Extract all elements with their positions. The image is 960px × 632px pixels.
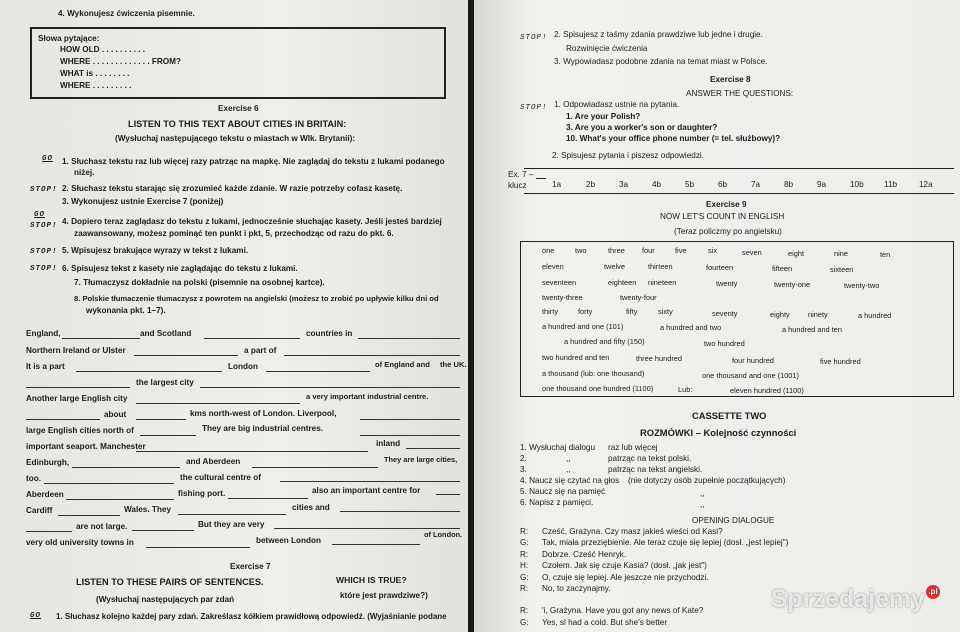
cassette-step: 1. Wysłuchaj dialogu <box>520 443 596 452</box>
ex6-step: 5. Wpisujesz brakujące wyrazy w tekst z lukami. <box>62 246 249 255</box>
number-word: two hundred <box>704 339 745 348</box>
number-word: thirty <box>542 307 559 316</box>
gap-word: about <box>104 410 127 419</box>
number-word: ninety <box>808 310 828 319</box>
number-word: twenty <box>716 279 738 288</box>
speaker: R: <box>520 550 529 559</box>
gap-word: of London. <box>424 530 463 539</box>
ex6-step: niżej. <box>74 168 95 177</box>
go-marker: GO <box>30 612 42 620</box>
gap-word: Edinburgh, <box>26 458 70 467</box>
answer-key: 12a <box>919 180 933 189</box>
ex6-step: wykonania pkt. 1–7). <box>86 306 166 315</box>
rule <box>524 168 954 169</box>
exercise-9-label: Exercise 9 <box>706 200 747 209</box>
stop-marker: STOP! <box>520 34 548 42</box>
watermark-dot: .pl <box>926 585 940 599</box>
gap-word: and Aberdeen <box>186 457 241 466</box>
rozwiniecie: Rozwinięcie ćwiczenia <box>566 44 648 53</box>
number-word: one <box>542 246 555 255</box>
number-word: four hundred <box>732 356 774 365</box>
dialogue-line: 'i, Grażyna. Have you got any news of Kate? <box>542 606 704 615</box>
ex6-step: 3. Wykonujesz ustnie Exercise 7 (poniżej) <box>62 197 224 206</box>
number-word: one thousand and one (1001) <box>702 371 799 380</box>
number-word: eighty <box>770 310 790 319</box>
stop-marker: STOP! <box>30 265 58 273</box>
watermark: Sprzedajemy .pl <box>771 585 940 614</box>
ex6-step: 2. Słuchasz tekstu starając się zrozumieć każde zdanie. W razie potrzeby cofasz kasetę. <box>62 184 403 193</box>
number-word: six <box>708 246 718 255</box>
number-word: eleven <box>542 262 564 271</box>
key-label: klucz <box>508 181 527 190</box>
ex8-question: 1. Are your Polish? <box>566 112 641 121</box>
number-word: three <box>608 246 625 255</box>
blank-line[interactable] <box>44 483 174 484</box>
blank-line[interactable] <box>66 499 174 500</box>
exercise-9-title: NOW LET'S COUNT IN ENGLISH <box>660 212 785 221</box>
blank-line[interactable] <box>200 387 460 388</box>
dialogue-line: Dobrze. Cześć Henryk. <box>542 550 627 559</box>
answer-key: 3a <box>619 180 629 189</box>
gap-word: of England and <box>375 360 430 369</box>
gap-word: large English cities north of <box>26 426 134 435</box>
speaker: R: <box>520 584 529 593</box>
blank-line[interactable] <box>132 530 194 531</box>
gap-word: a part of <box>244 346 277 355</box>
number-word: twenty-four <box>620 293 657 302</box>
number-word: seventy <box>712 309 738 318</box>
gap-word: inland <box>376 439 401 448</box>
number-word: four <box>642 246 655 255</box>
step-4: 4. Wykonujesz ćwiczenia pisemnie. <box>58 9 195 18</box>
gap-word: very old university towns in <box>26 538 134 547</box>
cassette-step-text: (nie dotyczy osób zupełnie początkujących) <box>628 476 786 485</box>
number-word: forty <box>578 307 593 316</box>
gap-word: also an important centre for <box>312 486 421 495</box>
number-word: nineteen <box>648 278 677 287</box>
blank-line[interactable] <box>358 338 460 339</box>
cassette-subtitle: ROZMÓWKI – Kolejność czynności <box>640 427 797 438</box>
stop-marker: STOP! <box>30 222 58 230</box>
blank-line[interactable] <box>136 419 186 420</box>
ex6-step: 8. Polskie tłumaczenie tłumaczysz z powrotem na angielski (możesz to zrobić po upływie kilku dni od <box>74 294 439 303</box>
number-word: seventeen <box>542 278 577 287</box>
answer-key: 2b <box>586 180 596 189</box>
number-word: nine <box>834 249 848 258</box>
blank-line[interactable] <box>360 435 460 436</box>
number-word: twenty-two <box>844 281 880 290</box>
gap-word: It is a part <box>26 362 65 371</box>
go-marker: GO <box>34 211 46 219</box>
answer-key: 4b <box>652 180 662 189</box>
blank-line[interactable] <box>26 531 72 532</box>
number-word: a hundred and one (101) <box>542 322 624 331</box>
ditto: ,, <box>566 454 571 463</box>
speaker: R: <box>520 606 529 615</box>
speaker: G: <box>520 573 529 582</box>
exercise-7-subtitle: (Wysłuchaj następujących par zdań <box>96 595 235 604</box>
gap-word: the UK. <box>440 360 467 369</box>
exercise-7-which: WHICH IS TRUE? <box>336 575 407 585</box>
blank-line[interactable] <box>136 451 368 452</box>
gap-word: Cardiff <box>26 506 53 515</box>
blank-line[interactable] <box>62 338 140 339</box>
cassette-title: CASSETTE TWO <box>692 410 767 421</box>
box-line: HOW OLD . . . . . . . . . . <box>60 45 146 54</box>
number-word: a hundred and two <box>660 323 722 332</box>
rule <box>524 193 954 194</box>
exercise-9-subtitle: (Teraz policzmy po angielsku) <box>674 227 782 236</box>
ex8-question: 10. What's your office phone number (= tel. służbowy)? <box>566 134 781 143</box>
gap-word: the cultural centre of <box>180 473 261 482</box>
gap-word: Another large English city <box>26 394 128 403</box>
stop-marker: STOP! <box>30 186 58 194</box>
dialogue-line: Czołem. Jak się czuje Kasia? (dosł. „jak jest") <box>542 561 707 570</box>
step-2: 2. Spisujesz z taśmy zdania prawdziwe lub jedne i drugie. <box>554 30 763 39</box>
go-marker: GO <box>42 155 54 163</box>
ex6-step: 4. Dopiero teraz zaglądasz do tekstu z lukami, jednocześnie słuchając kasety. Jeśli jesteś bardziej <box>62 217 442 226</box>
stop-marker: STOP! <box>520 104 548 112</box>
ditto: ,, <box>566 465 571 474</box>
ex6-step: 1. Słuchasz tekstu raz lub więcej razy patrząc na mapkę. Nie zaglądaj do tekstu z lukami podanego <box>62 157 445 166</box>
cassette-step: 4. Naucz się czytać na głos <box>520 476 620 485</box>
answer-key: 1a <box>552 180 562 189</box>
number-word: a hundred and fifty (150) <box>564 337 645 346</box>
cassette-step-text: patrząc na tekst angielski. <box>608 465 703 474</box>
gap-word: are not large. <box>76 522 128 531</box>
blank-line[interactable] <box>178 514 286 515</box>
number-word: fifty <box>626 307 638 316</box>
gap-word: They are big industrial centres. <box>202 424 324 433</box>
answer-key: 7a <box>751 180 761 189</box>
number-word: sixty <box>658 307 673 316</box>
dialogue-line: O, czuje się lepiej. Ale jeszcze nie przychodzi. <box>542 573 709 582</box>
right-page <box>474 0 960 632</box>
number-word: thirteen <box>648 262 673 271</box>
dialogue-line: Yes, sl had a cold. But she's better <box>542 618 668 627</box>
ditto: ,, <box>700 489 705 498</box>
blank-line[interactable] <box>140 435 196 436</box>
answer-key: 9a <box>817 180 827 189</box>
gap-word: too. <box>26 474 42 483</box>
number-word: eighteen <box>608 278 637 287</box>
number-word: a hundred <box>858 311 892 320</box>
cassette-step: 5. Naucz się na pamięć <box>520 487 606 496</box>
ex8-step-1: 1. Odpowiadasz ustnie na pytania. <box>554 100 680 109</box>
number-word: sixteen <box>830 265 854 274</box>
gap-word: fishing port. <box>178 489 226 498</box>
dialogue-line: Tak, miała przeziębienie. Ale teraz czuje się lepiej (dosł. „jest lepiej") <box>542 538 789 547</box>
number-word: fourteen <box>706 263 734 272</box>
blank-line[interactable] <box>360 419 460 420</box>
blank-line[interactable] <box>274 528 460 529</box>
gap-word: England, <box>26 329 61 338</box>
ex6-step: zaawansowany, możesz pominąć ten punkt i pkt, 5, przechodząc od razu do pkt. 6. <box>74 229 394 238</box>
exercise-7-title: LISTEN TO THESE PAIRS OF SENTENCES. <box>76 577 264 587</box>
exercise-7-label: Exercise 7 <box>230 562 271 571</box>
blank-line[interactable] <box>72 467 180 468</box>
blank-line[interactable] <box>280 481 460 482</box>
blank-line[interactable] <box>284 355 460 356</box>
answer-key: 10b <box>850 180 864 189</box>
exercise-7-which-pl: które jest prawdziwe?) <box>340 591 428 600</box>
box-line: WHAT is . . . . . . . . <box>60 69 130 78</box>
left-page <box>0 0 468 632</box>
number-word: ten <box>880 250 891 259</box>
blank-line[interactable] <box>204 338 300 339</box>
blank-line[interactable] <box>252 467 378 468</box>
number-word: five <box>675 246 687 255</box>
number-word: two <box>575 246 587 255</box>
speaker: H: <box>520 561 529 570</box>
cassette-step-text: raz lub więcej <box>608 443 658 452</box>
exercise-6-title: LISTEN TO THIS TEXT ABOUT CITIES IN BRITAIN: <box>128 119 347 129</box>
exercise-7-step-1: 1. Słuchasz kolejno każdej pary zdań. Zakreślasz kółkiem prawidłową odpowiedź. (Wyjaśnianie podane <box>56 612 447 621</box>
exercise-8-label: Exercise 8 <box>710 75 751 84</box>
gap-word: But they are very <box>198 520 265 529</box>
blank-line[interactable] <box>146 547 250 548</box>
blank-line[interactable] <box>406 448 460 449</box>
answer-key: 8b <box>784 180 794 189</box>
gap-word: Northern Ireland or Ulster <box>26 346 126 355</box>
blank-line[interactable] <box>266 371 370 372</box>
number-word: two hundred and ten <box>542 353 610 362</box>
number-word: a thousand (lub: one thousand) <box>542 369 645 378</box>
gap-word: between London <box>256 536 322 545</box>
number-word: twenty-one <box>774 280 811 289</box>
exercise-6-label: Exercise 6 <box>218 104 259 113</box>
answer-key: 11b <box>884 180 898 189</box>
step-3: 3. Wypowiadasz podobne zdania na temat miast w Polsce. <box>554 57 768 66</box>
blank-line[interactable] <box>26 419 100 420</box>
answer-key: 6b <box>718 180 728 189</box>
key-label: Ex. 7 – <box>508 170 534 179</box>
gap-word: and Scotland <box>140 329 192 338</box>
dialogue-line: Cześć, Grażyna. Czy masz jakieś wieści od Kasi? <box>542 527 723 536</box>
speaker: G: <box>520 618 529 627</box>
number-word: five hundred <box>820 357 861 366</box>
gap-word: kms north-west of London. Liverpool, <box>190 409 337 418</box>
box-line: WHERE . . . . . . . . . . . . . FROM? <box>60 57 181 66</box>
ditto: ,, <box>700 500 705 509</box>
number-word: twelve <box>604 262 625 271</box>
number-word: fifteen <box>772 264 793 273</box>
cassette-step: 3. <box>520 465 527 474</box>
blank-line[interactable] <box>436 494 460 495</box>
gap-word: important seaport. Manchester <box>26 442 146 451</box>
blank-line[interactable] <box>26 387 130 388</box>
blank-line[interactable] <box>134 355 238 356</box>
blank-line[interactable] <box>340 511 460 512</box>
blank-line[interactable] <box>136 403 300 404</box>
ex6-step: 7. Tłumaczysz dokładnie na polski (pisemnie na osobnej kartce). <box>74 278 325 287</box>
cassette-step: 6. Napisz z pamięci. <box>520 498 594 507</box>
gap-word: countries in <box>306 329 353 338</box>
gap-word: Aberdeen <box>26 490 64 499</box>
cassette-step: 2. <box>520 454 527 463</box>
number-word: Lub: <box>678 385 693 394</box>
box-title: Słowa pytające: <box>38 34 100 43</box>
gap-word: Wales. They <box>124 505 172 514</box>
number-word: seven <box>742 248 762 257</box>
dialogue-line: No, to zaczynajmy. <box>542 584 611 593</box>
opening-dialogue-title: OPENING DIALOGUE <box>692 516 775 525</box>
stop-marker: STOP! <box>30 248 58 256</box>
blank-line[interactable] <box>58 515 120 516</box>
number-word: three hundred <box>636 354 683 363</box>
number-word: twenty-three <box>542 293 583 302</box>
gap-word: the largest city <box>136 378 194 387</box>
number-word: one thousand one hundred (1100) <box>542 384 654 393</box>
box-line: WHERE . . . . . . . . . <box>60 81 132 90</box>
blank-line[interactable] <box>76 371 222 372</box>
ex8-question: 3. Are you a worker's son or daughter? <box>566 123 718 132</box>
number-word: a hundred and ten <box>782 325 842 334</box>
speaker: R: <box>520 527 529 536</box>
ex8-step-2: 2. Spisujesz pytania i piszesz odpowiedzi. <box>552 151 705 160</box>
speaker: G: <box>520 538 529 547</box>
gap-word: London <box>228 362 259 371</box>
number-word: eight <box>788 249 805 258</box>
exercise-6-subtitle: (Wysłuchaj następującego tekstu o miastach w Wlk. Brytanii): <box>115 134 356 143</box>
cassette-step-text: patrząc na tekst polski. <box>608 454 692 463</box>
gap-word: a very important industrial centre. <box>306 392 429 401</box>
answer-key: 5b <box>685 180 695 189</box>
gap-word: They are large cities, <box>384 455 458 464</box>
number-word: eleven hundred (1100) <box>730 386 804 395</box>
blank-line[interactable] <box>228 498 308 499</box>
gap-word: cities and <box>292 503 330 512</box>
exercise-8-title: ANSWER THE QUESTIONS: <box>686 89 794 98</box>
ex6-step: 6. Spisujesz tekst z kasety nie zaglądając do tekstu z lukami. <box>62 264 298 273</box>
blank-line[interactable] <box>332 544 420 545</box>
rule <box>536 178 546 179</box>
